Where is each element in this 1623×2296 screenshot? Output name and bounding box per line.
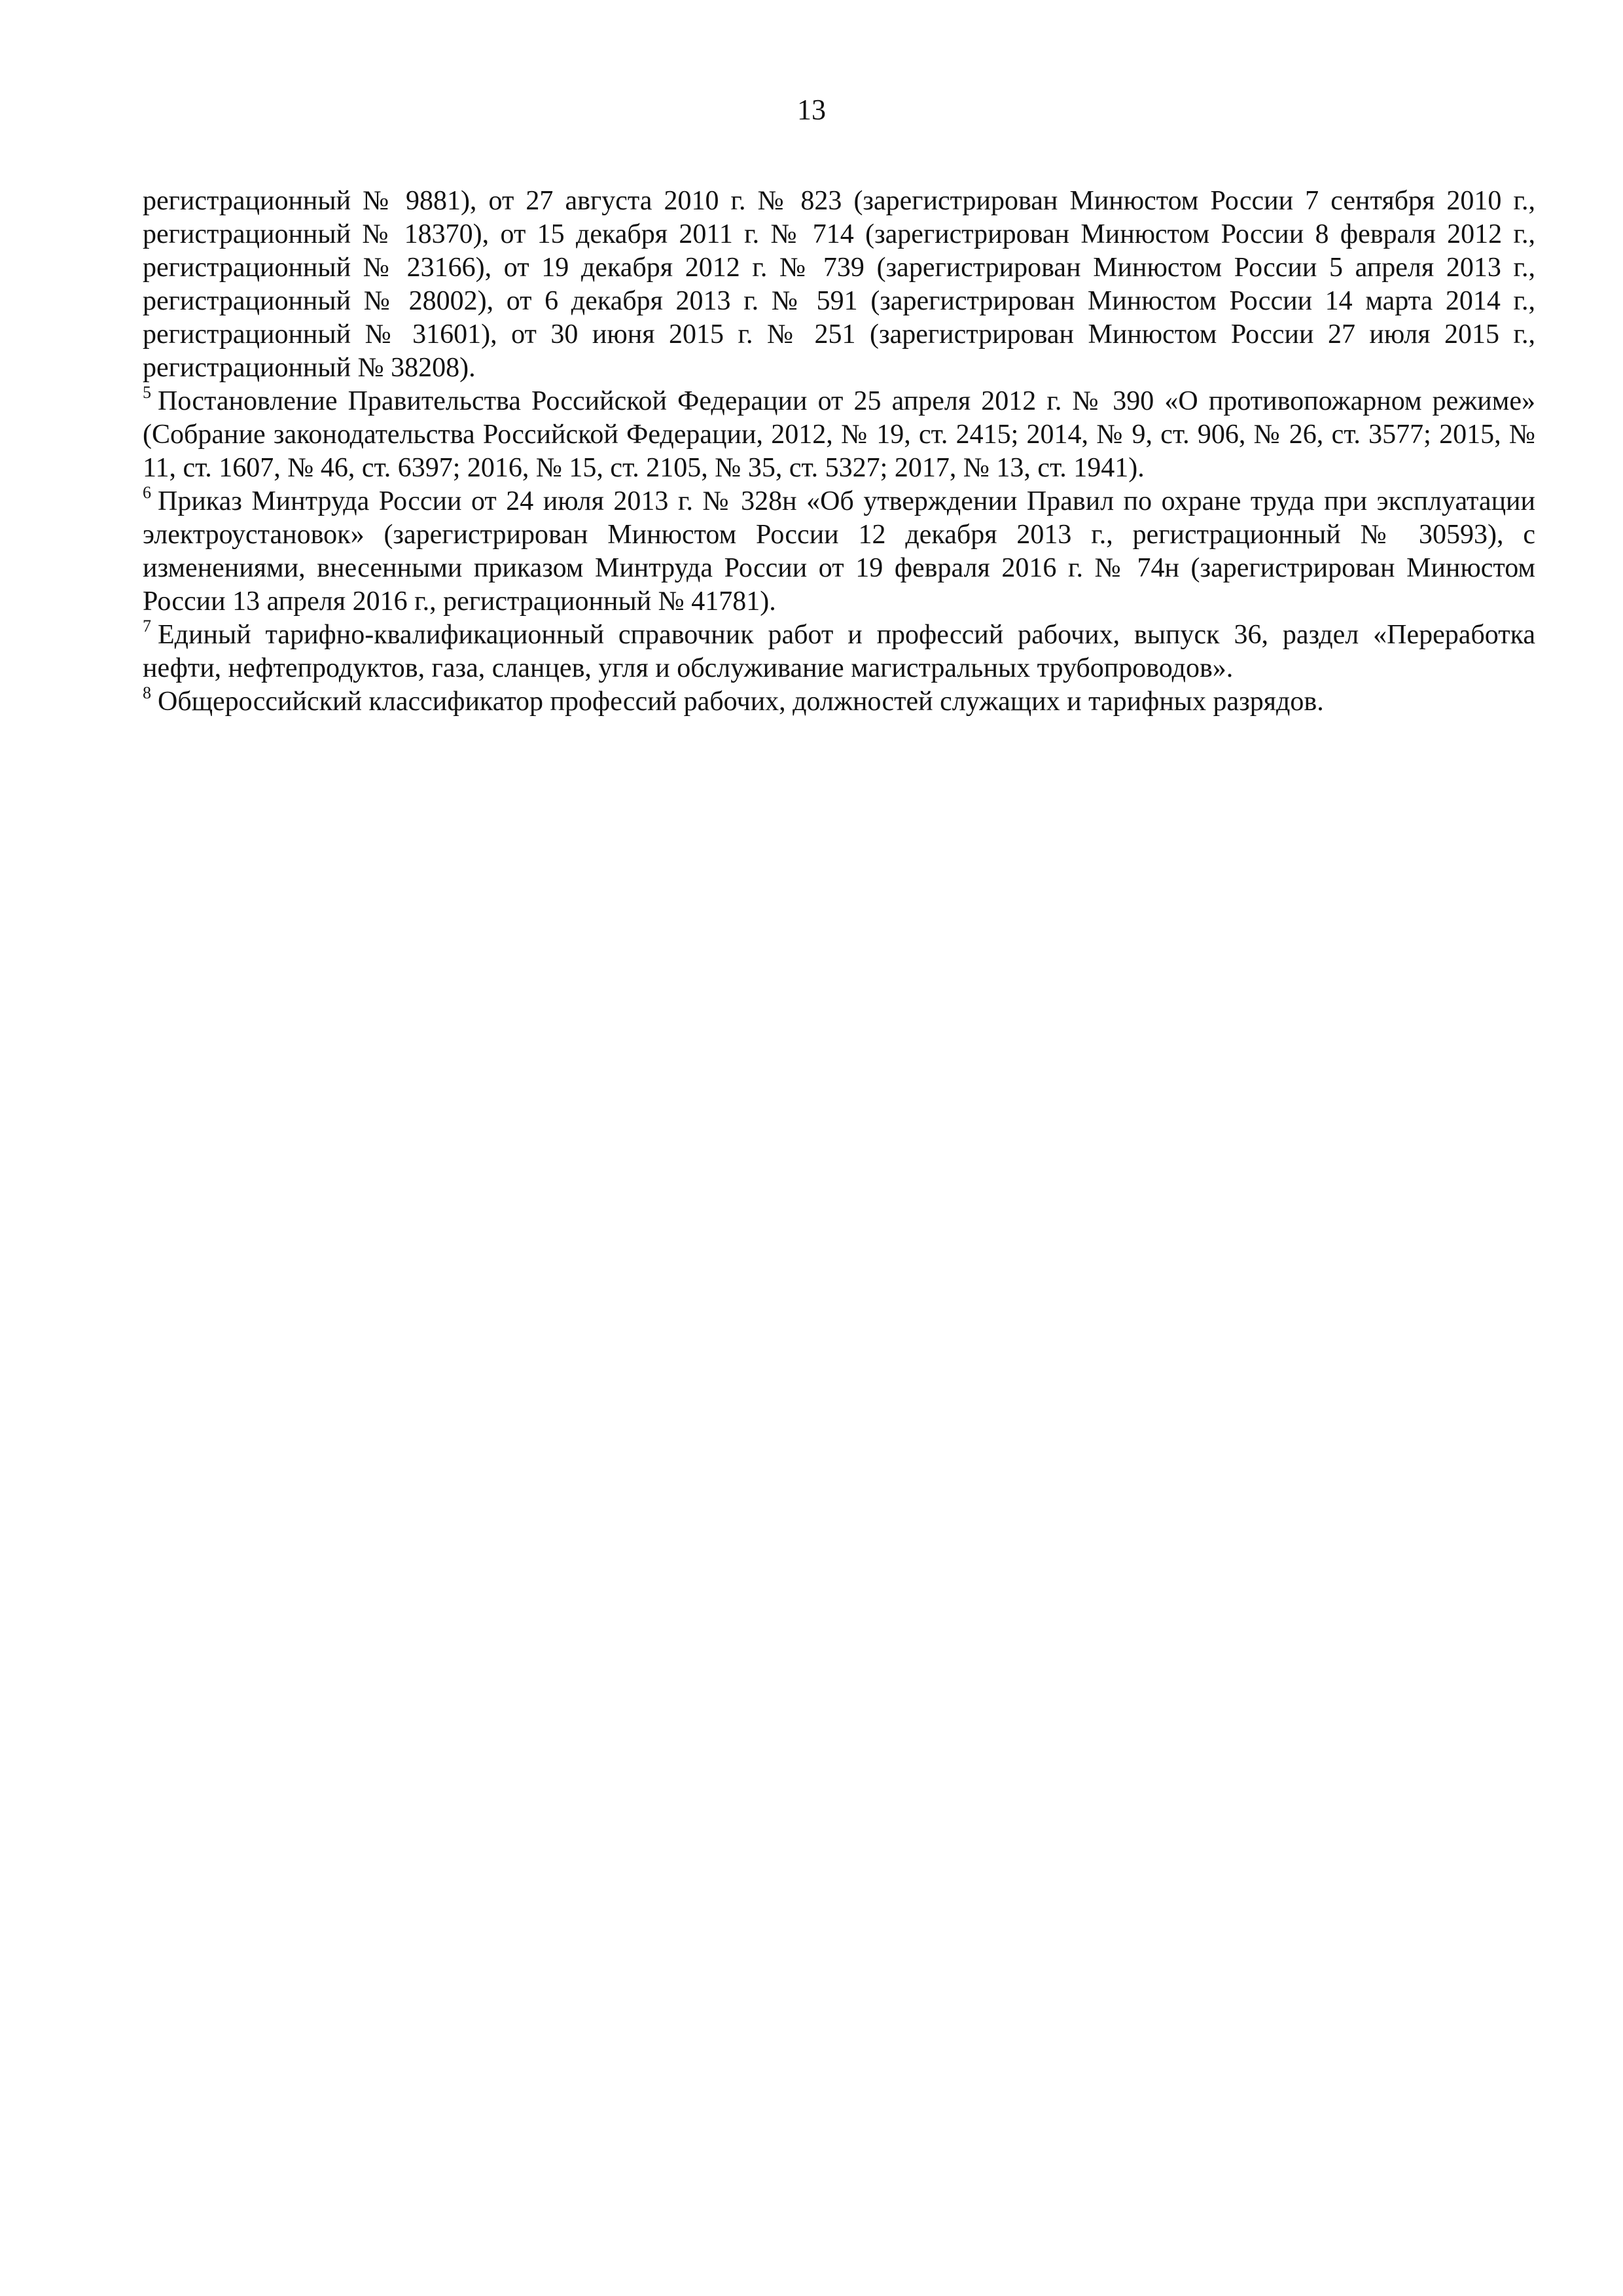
footnote-text: регистрационный № 9881), от 27 августа 2010 г. № 823 (зарегистрирован Минюстом России 7 сентября 2010 г., регистрационный № 18370), от 15 декабря 2011 г. № 714 (зарегистрирован Минюстом России 8 февраля 2012 г., регистрационный № 23166), от 19 декабря 2012 г. № 739 (зарегистрирован Минюстом России 5 апреля 2013 г., регистрационный № 28002), от 6 декабря 2013 г. № 591 (зарегистрирован Минюстом России 14 марта 2014 г., регистрационный № 31601), от 30 июня 2015 г. № 251 (зарегистрирован Минюстом России 27 июля 2015 г., регистрационный № 38208). <box>143 186 1535 383</box>
footnote-8 <box>143 685 1535 719</box>
footnote-marker: 6 <box>143 483 151 502</box>
footnote-marker: 5 <box>143 383 151 402</box>
footnote-6 <box>143 485 1535 619</box>
footnote-5 <box>143 385 1535 485</box>
footnote-text: Приказ Минтруда России от 24 июля 2013 г. № 328н «Об утверждении Правил по охране труда при эксплуатации электроустановок» (зарегистрирован Минюстом России 12 декабря 2013 г., регистрационный № 30593), с изменениями, внесенными приказом Минтруда России от 19 февраля 2016 г. № 74н (зарегистрирован Минюстом России 13 апреля 2016 г., регистрационный № 41781). <box>143 486 1535 617</box>
footnote-marker: 7 <box>143 617 151 636</box>
footnote-7 <box>143 619 1535 685</box>
page-number: 13 <box>797 94 826 126</box>
footnote-continuation <box>143 185 1535 385</box>
footnote-marker: 8 <box>143 683 151 702</box>
footnote-text: Постановление Правительства Российской Федерации от 25 апреля 2012 г. № 390 «О противопожарном режиме» (Собрание законодательства Российской Федерации, 2012, № 19, ст. 2415; 2014, № 9, ст. 906, № 26, ст. 3577; 2015, № 11, ст. 1607, № 46, ст. 6397; 2016, № 15, ст. 2105, № 35, ст. 5327; 2017, № 13, ст. 1941). <box>143 386 1535 483</box>
footnotes-section <box>143 185 1535 719</box>
footnote-text: Общероссийский классификатор профессий рабочих, должностей служащих и тарифных разрядов. <box>158 687 1324 717</box>
footnote-text: Единый тарифно-квалификационный справочник работ и профессий рабочих, выпуск 36, раздел «Переработка нефти, нефтепродуктов, газа, сланцев, угля и обслуживание магистральных трубопроводов». <box>143 620 1535 683</box>
